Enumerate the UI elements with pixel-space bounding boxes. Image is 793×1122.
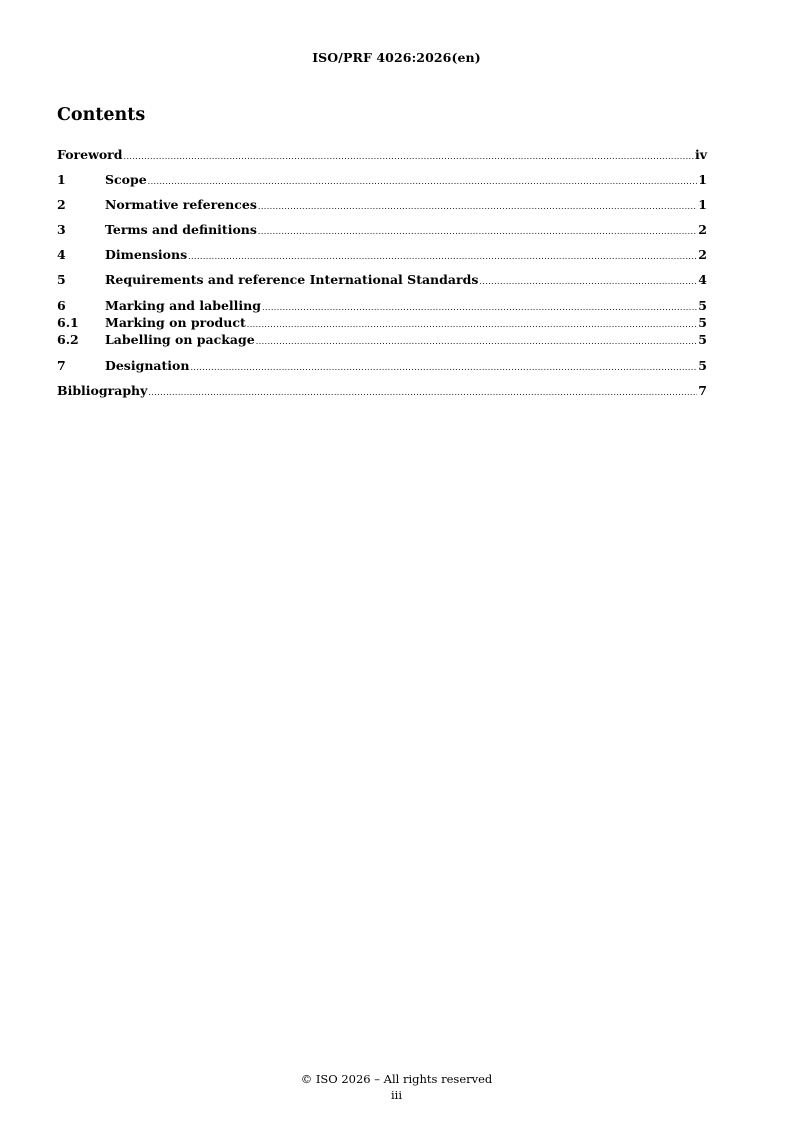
toc-entry-scope[interactable] [57, 171, 707, 190]
toc-entry-label: Normative references [105, 197, 257, 212]
toc-entry-page: 7 [698, 383, 707, 398]
toc-entry-page: 5 [698, 358, 707, 373]
toc-entry-number: 4 [57, 247, 66, 262]
toc-entry-bibliography[interactable] [57, 382, 707, 401]
toc-entry-page: 5 [698, 332, 707, 347]
toc-leader-dots [190, 359, 697, 376]
toc-entry-dimensions[interactable] [57, 246, 707, 265]
copyright-notice: © ISO 2026 – All rights reserved [300, 1072, 493, 1086]
toc-entry-label: Requirements and reference International Standards [105, 272, 479, 287]
toc-entry-number: 6 [57, 298, 66, 313]
toc-entry-page: 4 [698, 272, 707, 287]
toc-entry-number: 6.1 [57, 315, 79, 330]
toc-entry-number: 2 [57, 197, 66, 212]
toc-entry-page: 1 [698, 172, 707, 187]
toc-entry-label: Terms and definitions [105, 222, 257, 237]
toc-leader-dots [148, 173, 698, 190]
toc-entry-normative-references[interactable] [57, 196, 707, 215]
toc-entry-label: Designation [105, 358, 190, 373]
toc-entry-label: Dimensions [105, 247, 188, 262]
toc-entry-page: 5 [698, 298, 707, 313]
document-header: ISO/PRF 4026:2026(en) [312, 50, 481, 65]
toc-entry-designation[interactable] [57, 357, 707, 376]
toc-entry-requirements[interactable] [57, 271, 707, 290]
toc-entry-number: 3 [57, 222, 66, 237]
toc-entry-page: 2 [698, 222, 707, 237]
toc-entry-label: Labelling on package [105, 332, 255, 347]
toc-entry-number: 6.2 [57, 332, 79, 347]
toc-entry-label: Marking and labelling [105, 298, 262, 313]
toc-leader-dots [188, 248, 697, 265]
toc-entry-labelling-on-package[interactable] [57, 331, 707, 350]
toc-entry-terms-and-definitions[interactable] [57, 221, 707, 240]
toc-entry-number: 1 [57, 172, 66, 187]
toc-leader-dots [258, 198, 697, 215]
toc-entry-number: 7 [57, 358, 66, 373]
toc-entry-label: Bibliography [57, 383, 148, 398]
toc-entry-page: 2 [698, 247, 707, 262]
toc-leader-dots [148, 384, 697, 401]
toc-leader-dots [124, 148, 694, 165]
toc-entry-label: Marking on product [105, 315, 246, 330]
contents-title: Contents [57, 105, 146, 125]
toc-leader-dots [479, 273, 697, 290]
toc-entry-label: Scope [105, 172, 147, 187]
toc-entry-number: 5 [57, 272, 66, 287]
toc-leader-dots [258, 223, 697, 240]
toc-entry-page: 5 [698, 315, 707, 330]
toc-entry-page: iv [694, 147, 707, 162]
toc-entry-page: 1 [698, 197, 707, 212]
toc-entry-foreword[interactable] [57, 146, 707, 165]
toc-leader-dots [256, 333, 698, 350]
page-number: iii [390, 1088, 403, 1102]
toc-entry-label: Foreword [57, 147, 123, 162]
